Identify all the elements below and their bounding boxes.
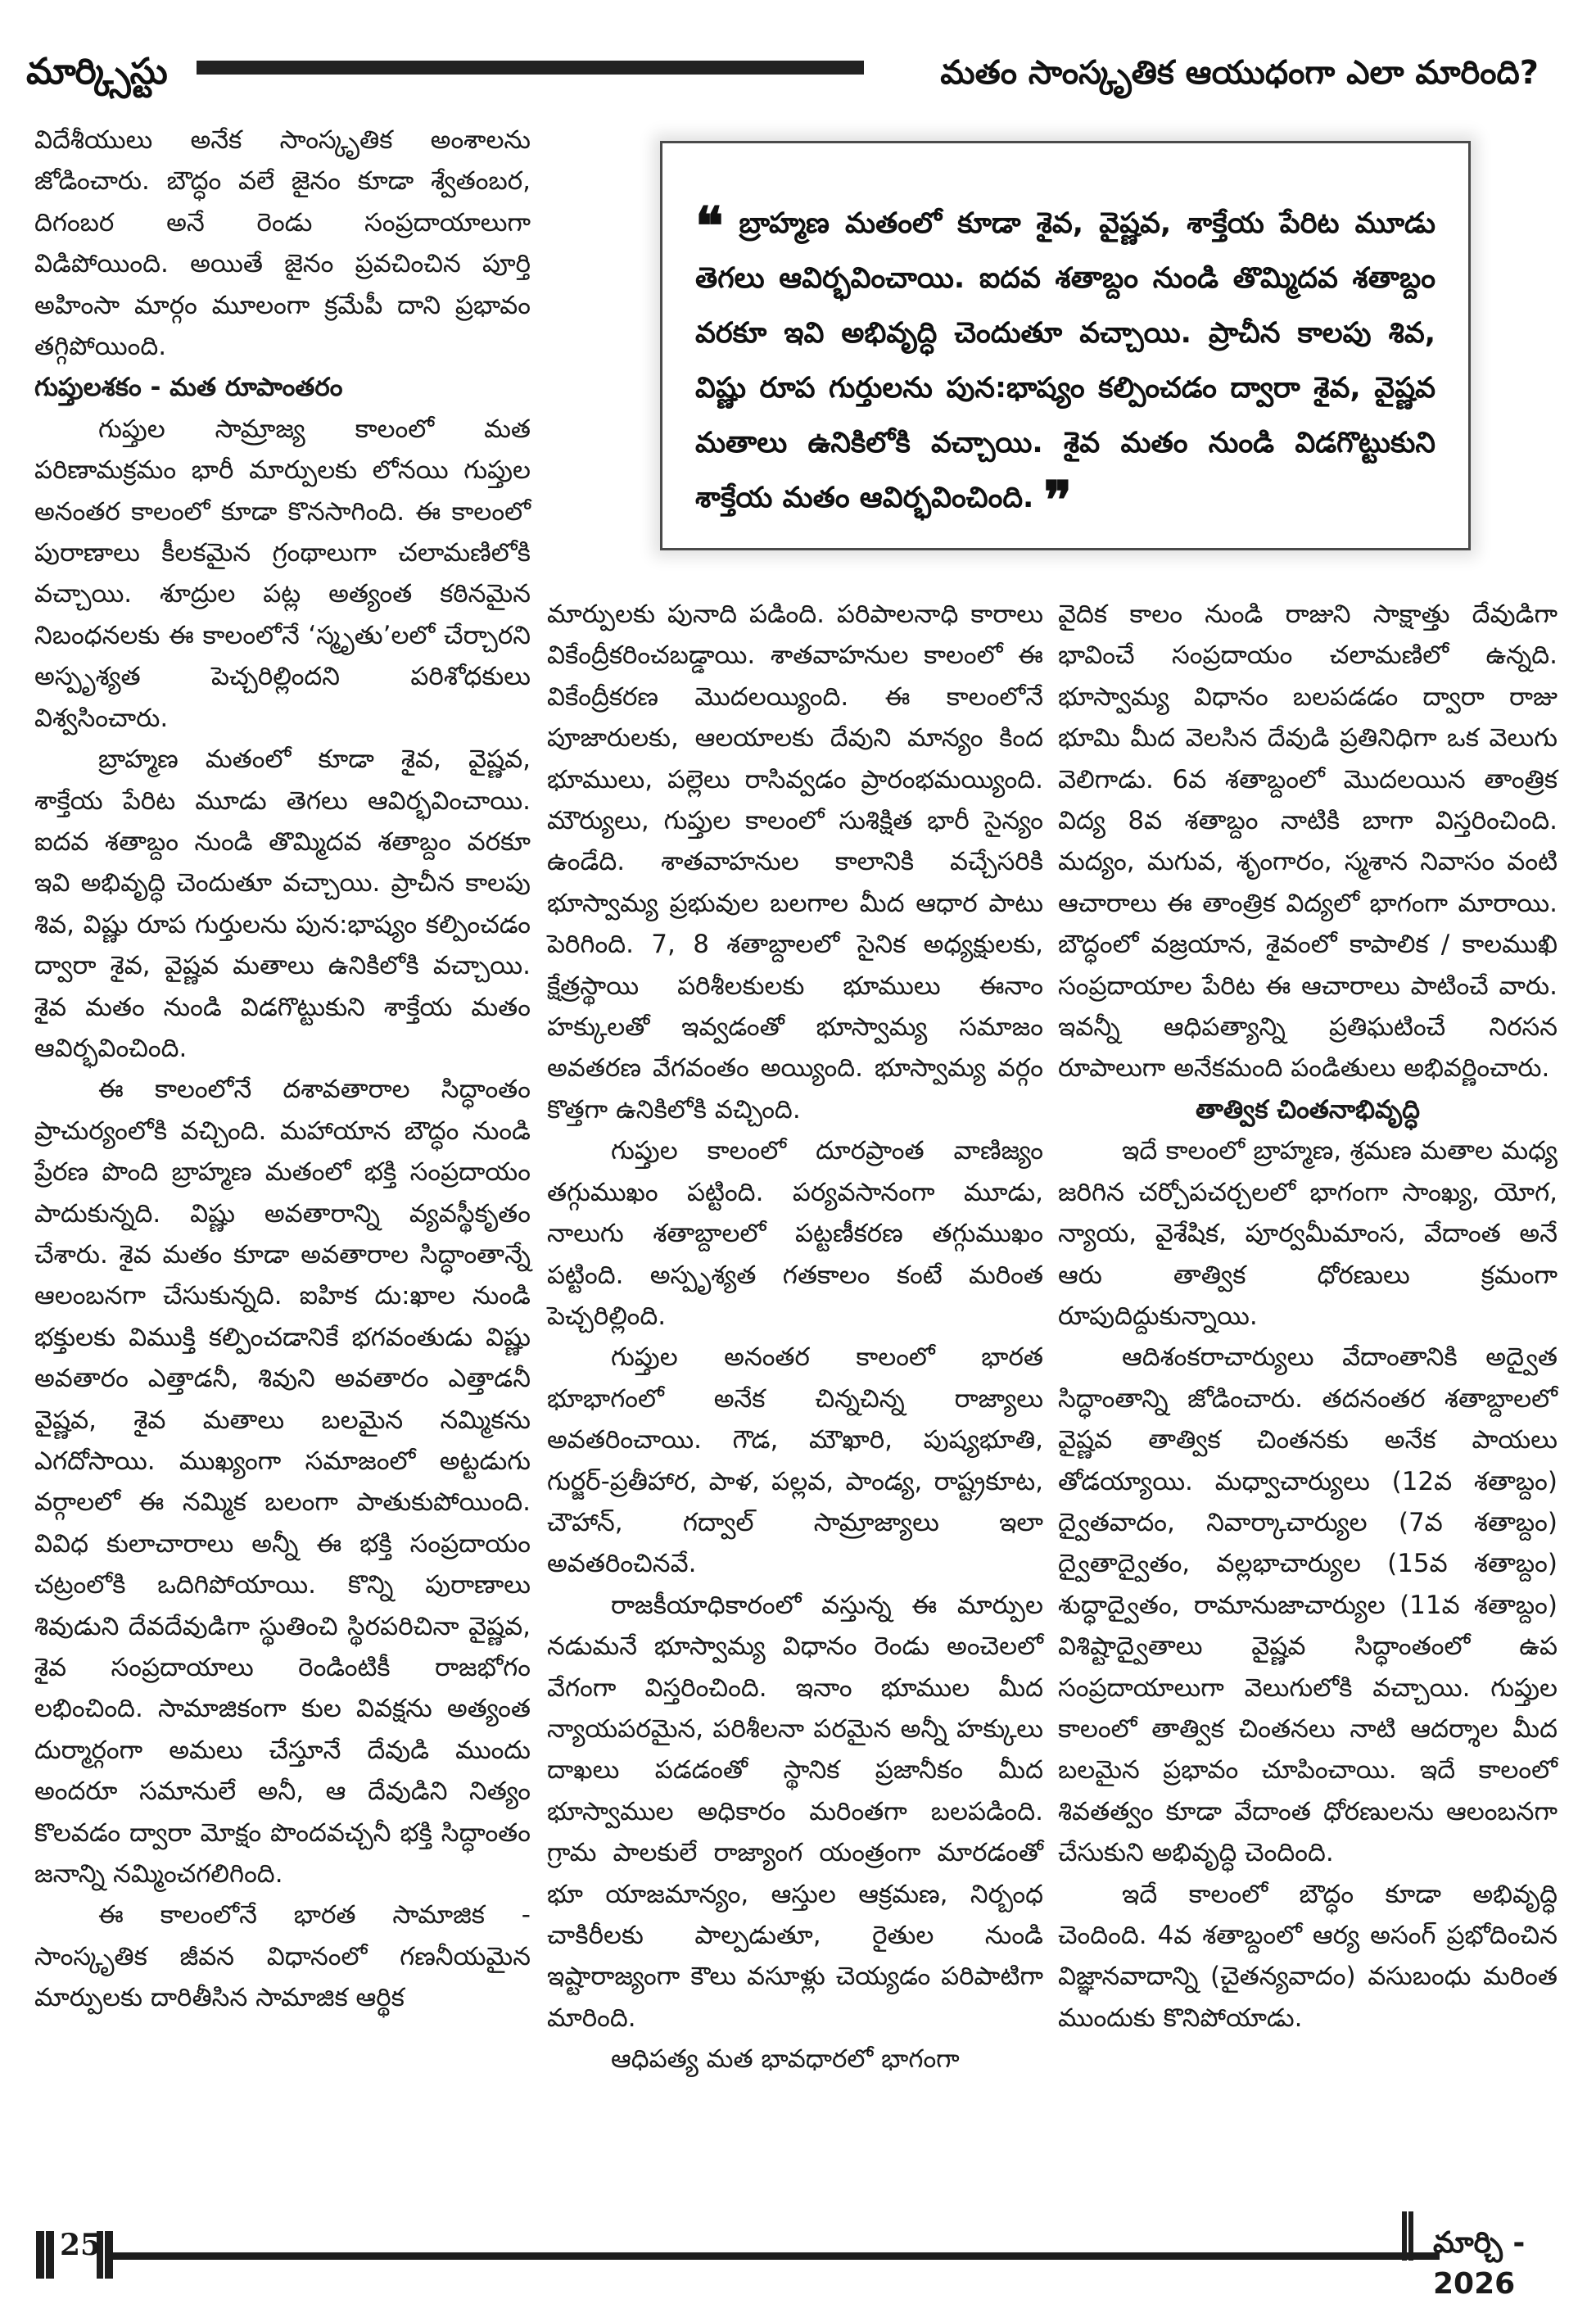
paragraph: ఇదే కాలంలో బ్రాహ్మణ, శ్రమణ మతాల మధ్య జరిగిన చర్చోపచర్చలలో భాగంగా సాంఖ్య, యోగ, న్యాయ, వైశేషిక, పూర్వమీమాంస, వేదాంత అనే ఆరు తాత్విక ధోరణులు క్రమంగా రూపుదిద్దుకున్నాయి.	[1058, 1136, 1558, 1331]
footer-bar-left-4	[105, 2231, 113, 2279]
footer-bar-right-2	[1408, 2211, 1413, 2261]
page-number: 25	[60, 2228, 102, 2262]
footer-bar-right-1	[1402, 2211, 1407, 2261]
paragraph: ఈ కాలంలోనే భారత సామాజిక - సాంస్కృతిక జీవన విధానంలో గణనీయమైన మార్పులకు దారితీసిన సామాజిక ఆర్థిక	[34, 1900, 531, 2013]
paragraph: ఆదిశంకరాచార్యులు వేదాంతానికి అద్వైత సిద్ధాంతాన్ని జోడించారు. తదనంతర శతాబ్దాలలో వైష్ణవ తాత్విక చింతనకు అనేక పాయలు తోడయ్యాయి. మధ్వాచార్యులు (12వ శతాబ్దం) ద్వైతవాదం, నివార్కాచార్యుల (7వ శతాబ్దం) ద్వైతాద్వైతం, వల్లభాచార్యుల (15వ శతాబ్దం) శుద్ధాద్వైతం, రామానుజాచార్యుల (11వ శతాబ్దం) విశిష్టాద్వైతాలు వైష్ణవ సిద్ధాంతంలో ఉప సంప్రదాయాలుగా వెలుగులోకి వచ్చాయి. గుప్తుల కాలంలో తాత్విక చింతనలు నాటి ఆదర్శాల మీద బలమైన ప్రభావం చూపించాయి. ఇదే కాలంలో శివతత్వం కూడా వేదాంత ధోరణులను ఆలంబనగా చేసుకుని అభివృద్ధి చెందింది.	[1058, 1342, 1558, 1868]
open-quote-icon: ❝	[695, 196, 724, 257]
column-middle	[547, 594, 1043, 2080]
paragraph: ఇదే కాలంలో బౌద్ధం కూడా అభివృద్ధి చెందింది. 4వ శతాబ్దంలో ఆర్య అసంగ్ ప్రభోదించిన విజ్ఞానవాదాన్ని (చైతన్యవాదం) వసుబంధు మరింత ముందుకు కొనిపోయాడు.	[1058, 1879, 1558, 2033]
header-rule	[197, 61, 864, 75]
section-heading: తాత్విక చింతనాభివృద్ధి	[1196, 1094, 1420, 1125]
footer-bar-left-2	[46, 2231, 54, 2279]
magazine-logo: మార్క్సిస్టు	[26, 51, 167, 93]
paragraph: ఈ కాలంలోనే దశావతారాల సిద్ధాంతం ప్రాచుర్యంలోకి వచ్చింది. మహాయాన బౌద్ధం నుండి ప్రేరణ పొంది బ్రాహ్మణ మతంలో భక్తి సంప్రదాయం పాదుకున్నది. విష్ణు అవతారాన్ని వ్యవస్థీకృతం చేశారు. శైవ మతం కూడా అవతారాల సిద్ధాంతాన్నే ఆలంబనగా చేసుకున్నది. ఐహిక దు:ఖాల నుండి భక్తులకు విముక్తి కల్పించడానికే భగవంతుడు విష్ణు అవతారం ఎత్తాడనీ, శివుని అవతారం ఎత్తాడనీ వైష్ణవ, శైవ మతాలు బలమైన నమ్మికను ఎగదోసాయి. ముఖ్యంగా సమాజంలో అట్టడుగు వర్గాలలో ఈ నమ్మిక బలంగా పాతుకుపోయింది. వివిధ కులాచారాలు అన్నీ ఈ భక్తి సంప్రదాయం చట్రంలోకి ఒదిగిపోయాయి. కొన్ని పురాణాలు శివుడుని దేవదేవుడిగా స్థుతించి స్థిరపరిచినా వైష్ణవ, శైవ సంప్రదాయాలు రెండింటికీ రాజభోగం లభించింది. సామాజికంగా కుల వివక్షను అత్యంత దుర్మార్గంగా అమలు చేస్తూనే దేవుడి ముందు అందరూ సమానులే అనీ, ఆ దేవుడిని నిత్యం కొలవడం ద్వారా మోక్షం పొందవచ్చనీ భక్తి సిద్ధాంతం జనాన్ని నమ్మించగలిగింది.	[34, 1075, 531, 1890]
paragraph: గుప్తుల సామ్రాజ్య కాలంలో మత పరిణామక్రమం భారీ మార్పులకు లోనయి గుప్తుల అనంతర కాలంలో కూడా కొనసాగింది. ఈ కాలంలో పురాణాలు కీలకమైన గ్రంథాలుగా చలామణిలోకి వచ్చాయి. శూద్రుల పట్ల అత్యంత కఠినమైన నిబంధనలకు ఈ కాలంలోనే ‘స్మృతు’లలో చేర్చారని అస్పృశ్యత పెచ్చరిల్లిందని పరిశోధకులు విశ్వసించారు.	[34, 414, 531, 733]
column-right	[1058, 594, 1558, 2039]
column-left	[34, 120, 531, 2019]
footer-bar-left-1	[36, 2231, 44, 2279]
footer-rule	[113, 2252, 1440, 2260]
close-quote-icon: ❞	[1043, 470, 1072, 532]
article-title: మతం సాంస్కృతిక ఆయుధంగా ఎలా మారింది?	[940, 54, 1539, 92]
page-header	[0, 0, 1596, 123]
issue-date: మార్చి - 2026	[1433, 2226, 1526, 2301]
paragraph: గుప్తుల కాలంలో దూరప్రాంత వాణిజ్యం తగ్గుముఖం పట్టింది. పర్యవసానంగా మూడు, నాలుగు శతాబ్దాలలో పట్టణీకరణ తగ్గుముఖం పట్టింది. అస్పృశ్యత గతకాలం కంటే మరింత పెచ్చరిల్లింది.	[547, 1136, 1043, 1331]
page-footer	[0, 2211, 1596, 2285]
pull-quote	[695, 196, 1435, 532]
section-heading: గుప్తులశకం - మత రూపాంతరం	[34, 373, 343, 403]
paragraph: వైదిక కాలం నుండి రాజుని సాక్షాత్తు దేవుడిగా భావించే సంప్రదాయం చలామణిలో ఉన్నది. భూస్వామ్య విధానం బలపడడం ద్వారా రాజు భూమి మీద వెలసిన దేవుడి ప్రతినిధిగా ఒక వెలుగు వెలిగాడు. 6వ శతాబ్దంలో మొదలయిన తాంత్రిక విద్య 8వ శతాబ్దం నాటికి బాగా విస్తరించింది. మద్యం, మగువ, శృంగారం, స్మశాన నివాసం వంటి ఆచారాలు ఈ తాంత్రిక విద్యలో భాగంగా మారాయి. బౌద్ధంలో వజ్రయాన, శైవంలో కాపాలిక / కాలముఖి సంప్రదాయాల పేరిట ఈ ఆచారాలు పాటించే వారు. ఇవన్నీ ఆధిపత్యాన్ని ప్రతిఘటించే నిరసన రూపాలుగా అనేకమంది పండితులు అభివర్ణించారు.	[1058, 600, 1558, 1084]
paragraph: మార్పులకు పునాది పడింది. పరిపాలనాధి కారాలు వికేంద్రీకరించబడ్డాయి. శాతవాహనుల కాలంలో ఈ వికేంద్రీకరణ మొదలయ్యింది. ఈ కాలంలోనే పూజారులకు, ఆలయాలకు దేవుని మాన్యం కింద భూములు, పల్లెలు రాసివ్వడం ప్రారంభమయ్యింది. మౌర్యులు, గుప్తుల కాలంలో సుశిక్షిత భారీ సైన్యం ఉండేది. శాతవాహనుల కాలానికి వచ్చేసరికి భూస్వామ్య ప్రభువుల బలగాల మీద ఆధార పాటు పెరిగింది. 7, 8 శతాబ్దాలలో సైనిక అధ్యక్షులకు, క్షేత్రస్థాయి పరిశీలకులకు భూములు ఈనాం హక్కులతో ఇవ్వడంతో భూస్వామ్య సమాజం అవతరణ వేగవంతం అయ్యింది. భూస్వామ్య వర్గం కొత్తగా ఉనికిలోకి వచ్చింది.	[547, 600, 1043, 1125]
paragraph: బ్రాహ్మణ మతంలో కూడా శైవ, వైష్ణవ, శాక్తేయ పేరిట మూడు తెగలు ఆవిర్భవించాయి. ఐదవ శతాబ్దం నుండి తొమ్మిదవ శతాబ్దం వరకూ ఇవి అభివృద్ధి చెందుతూ వచ్చాయి. ప్రాచీన కాలపు శివ, విష్ణు రూప గుర్తులను పున:భాష్యం కల్పించడం ద్వారా శైవ, వైష్ణవ మతాలు ఉనికిలోకి వచ్చాయి. శైవ మతం నుండి విడగొట్టుకుని శాక్తేయ మతం ఆవిర్భవించింది.	[34, 745, 531, 1063]
paragraph: ఆధిపత్య మత భావధారలో భాగంగా	[611, 2044, 960, 2075]
pull-quote-text: బ్రాహ్మణ మతంలో కూడా శైవ, వైష్ణవ, శాక్తేయ పేరిట మూడు తెగలు ఆవిర్భవించాయి. ఐదవ శతాబ్దం నుండి తొమ్మిదవ శతాబ్దం వరకూ ఇవి అభివృద్ధి చెందుతూ వచ్చాయి. ప్రాచీన కాలపు శివ, విష్ణు రూప గుర్తులను పున:భాష్యం కల్పించడం ద్వారా శైవ, వైష్ణవ మతాలు ఉనికిలోకి వచ్చాయి. శైవ మతం నుండి విడగొట్టుకుని శాక్తేయ మతం ఆవిర్భవించింది.	[695, 207, 1435, 514]
pull-quote-box	[660, 141, 1471, 550]
paragraph: గుప్తుల అనంతర కాలంలో భారత భూభాగంలో అనేక చిన్నచిన్న రాజ్యాలు అవతరించాయి. గౌడ, మౌఖారి, పుష్యభూతి, గుర్జర్-ప్రతీహార, పాళ, పల్లవ, పాండ్య, రాష్ట్రకూట, చౌహాన్, గద్వాల్ సామ్రాజ్యాలు ఇలా అవతరించినవే.	[547, 1342, 1043, 1579]
paragraph: రాజకీయాధికారంలో వస్తున్న ఈ మార్పుల నడుమనే భూస్వామ్య విధానం రెండు అంచెలలో వేగంగా విస్తరించింది. ఇనాం భూముల మీద న్యాయపరమైన, పరిశీలనా పరమైన అన్నీ హక్కులు దాఖలు పడడంతో స్థానిక ప్రజానీకం మీద భూస్వాముల అధికారం మరింతగా బలపడింది. గ్రామ పాలకులే రాజ్యాంగ యంత్రంగా మారడంతో భూ యాజమాన్యం, ఆస్తుల ఆక్రమణ, నిర్బంధ చాకిరీలకు పాల్పడుతూ, రైతుల నుండి ఇష్టారాజ్యంగా కౌలు వసూళ్లు చెయ్యడం పరిపాటిగా మారింది.	[547, 1590, 1043, 2033]
paragraph: విదేశీయులు అనేక సాంస్కృతిక అంశాలను జోడించారు. బౌద్ధం వలే జైనం కూడా శ్వేతంబర, దిగంబర అనే రెండు సంప్రదాయాలుగా విడిపోయింది. అయితే జైనం ప్రవచించిన పూర్తి అహింసా మార్గం మూలంగా క్రమేపీ దాని ప్రభావం తగ్గిపోయింది.	[34, 125, 531, 362]
